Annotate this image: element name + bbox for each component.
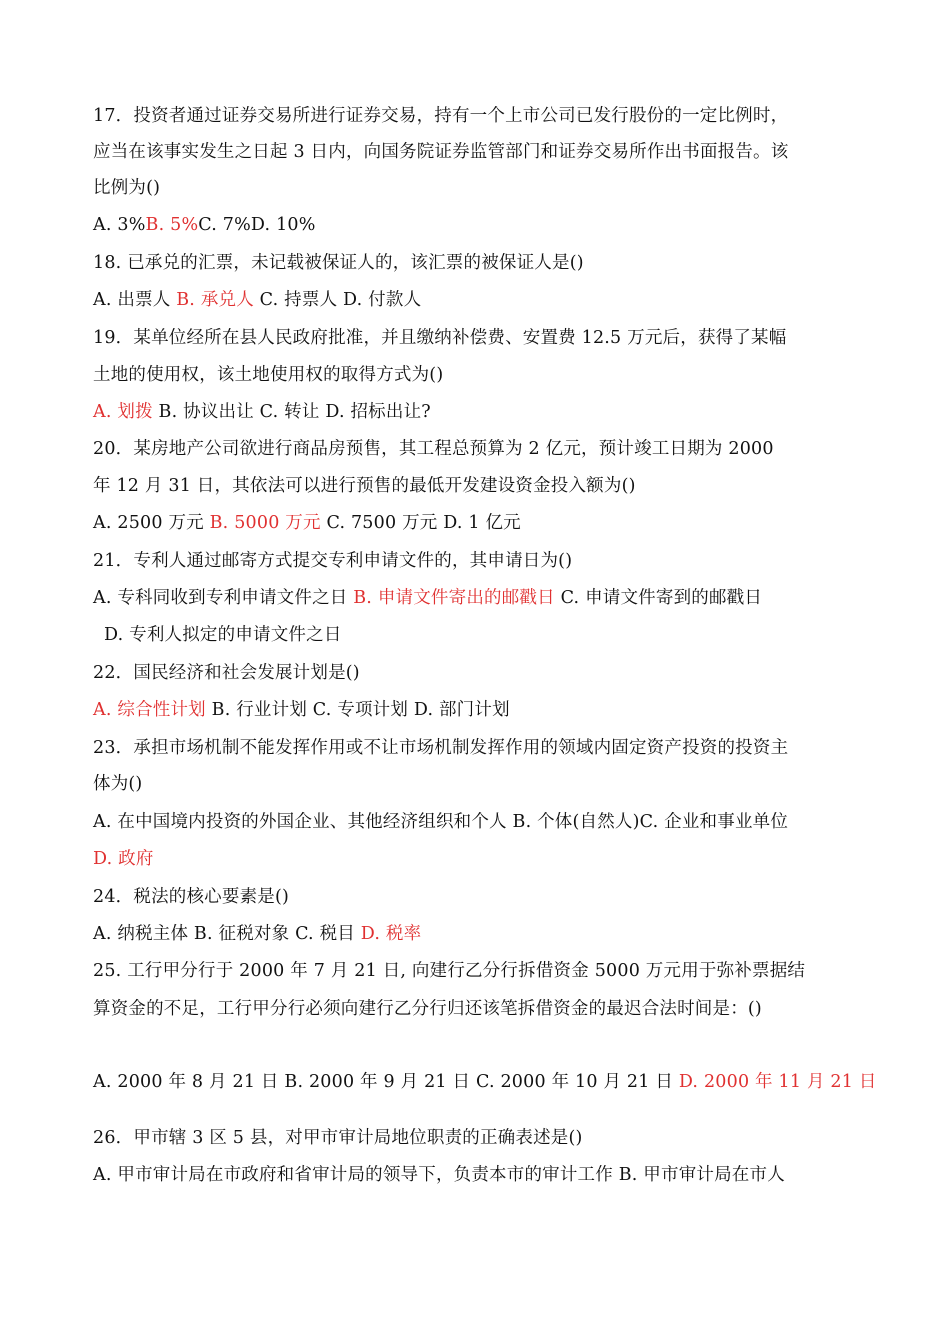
q19-stem-line-1: 19．某单位经所在县人民政府批准，并且缴纳补偿费、安置费 12.5 万元后，获得了某幅	[93, 328, 787, 348]
q19-options	[93, 400, 431, 424]
q25-option-abc: A. 2000 年 8 月 21 日 B. 2000 年 9 月 21 日 C. 2000 年 10 月 21 日	[93, 1072, 679, 1092]
q26-stem-line-1: 26．甲市辖 3 区 5 县，对甲市审计局地位职责的正确表述是()	[93, 1128, 583, 1148]
q20-answer-option-b: B. 5000 万元	[209, 513, 321, 533]
q23-stem-line-2: 体为()	[93, 774, 143, 794]
q21-option-a: A. 专科同收到专利申请文件之日	[93, 588, 354, 608]
q26-option-line-1: A. 甲市审计局在市政府和省审计局的领导下，负责本市的审计工作 B. 甲市审计局在市人	[93, 1165, 785, 1185]
q24-answer-option-d: D. 税率	[360, 924, 422, 944]
q18-answer-option-b: B. 承兑人	[176, 290, 254, 310]
q25-stem-line-1: 25. 工行甲分行于 2000 年 7 月 21 日, 向建行乙分行拆借资金 5000 万元用于弥补票据结	[93, 961, 806, 981]
q20-stem-line-2: 年 12 月 31 日，其依法可以进行预售的最低开发建设资金投入额为()	[93, 476, 636, 496]
q24-stem-line-1: 24．税法的核心要素是()	[93, 887, 290, 907]
q21-stem-line-1: 21．专利人通过邮寄方式提交专利申请文件的，其申请日为()	[93, 551, 573, 571]
q21-answer-option-b: B. 申请文件寄出的邮戳日	[353, 588, 555, 608]
q22-answer-option-a: A. 综合性计划	[93, 700, 206, 720]
q20-option-cd: C. 7500 万元 D. 1 亿元	[320, 513, 521, 533]
q20-option-a: A. 2500 万元	[93, 513, 210, 533]
q23-answer-option-d: D. 政府	[93, 849, 154, 869]
q23-options: A. 在中国境内投资的外国企业、其他经济组织和个人 B. 个体(自然人)C. 企业和事业单位	[93, 812, 789, 832]
q20-options	[93, 511, 521, 535]
q24-option-abc: A. 纳税主体 B. 征税对象 C. 税目	[93, 924, 361, 944]
q18-options	[93, 288, 421, 312]
q17-option-a: A. 3%	[93, 215, 146, 235]
q25-options	[93, 1070, 877, 1094]
q19-answer-option-a: A. 划拨	[93, 402, 153, 422]
q22-stem-line-1: 22．国民经济和社会发展计划是()	[93, 663, 360, 683]
q18-stem-line-1: 18. 已承兑的汇票，未记载被保证人的，该汇票的被保证人是()	[93, 253, 584, 273]
q17-stem-line-1: 17．投资者通过证券交易所进行证券交易，持有一个上市公司已发行股份的一定比例时，	[93, 106, 789, 126]
q24-options	[93, 922, 421, 946]
q21-option-c: C. 申请文件寄到的邮戳日	[554, 588, 763, 608]
q19-stem-line-2: 土地的使用权，该土地使用权的取得方式为()	[93, 365, 444, 385]
q17-stem-line-3: 比例为()	[93, 178, 161, 198]
q17-option-cd: C. 7%D. 10%	[198, 215, 316, 235]
q19-option-bcd: B. 协议出让 C. 转让 D. 招标出让?	[152, 402, 431, 422]
q17-options	[93, 213, 316, 237]
q21-option-d: D. 专利人拟定的申请文件之日	[104, 625, 342, 645]
q18-option-a: A. 出票人	[93, 290, 177, 310]
q17-stem-line-2: 应当在该事实发生之日起 3 日内，向国务院证券监管部门和证券交易所作出书面报告。该	[93, 142, 789, 162]
q21-options	[93, 586, 762, 610]
q17-answer-option-b: B. 5%	[145, 215, 199, 235]
q23-stem-line-1: 23．承担市场机制不能发挥作用或不让市场机制发挥作用的领域内固定资产投资的投资主	[93, 738, 789, 758]
q18-option-cd: C. 持票人 D. 付款人	[253, 290, 422, 310]
q20-stem-line-1: 20．某房地产公司欲进行商品房预售，其工程总预算为 2 亿元，预计竣工日期为 2000	[93, 439, 774, 459]
q25-stem-line-2: 算资金的不足，工行甲分行必须向建行乙分行归还该笔拆借资金的最迟合法时间是：()	[93, 999, 762, 1019]
q25-answer-option-d: D. 2000 年 11 月 21 日	[678, 1072, 877, 1092]
q22-option-bcd: B. 行业计划 C. 专项计划 D. 部门计划	[205, 700, 510, 720]
q22-options	[93, 698, 510, 722]
